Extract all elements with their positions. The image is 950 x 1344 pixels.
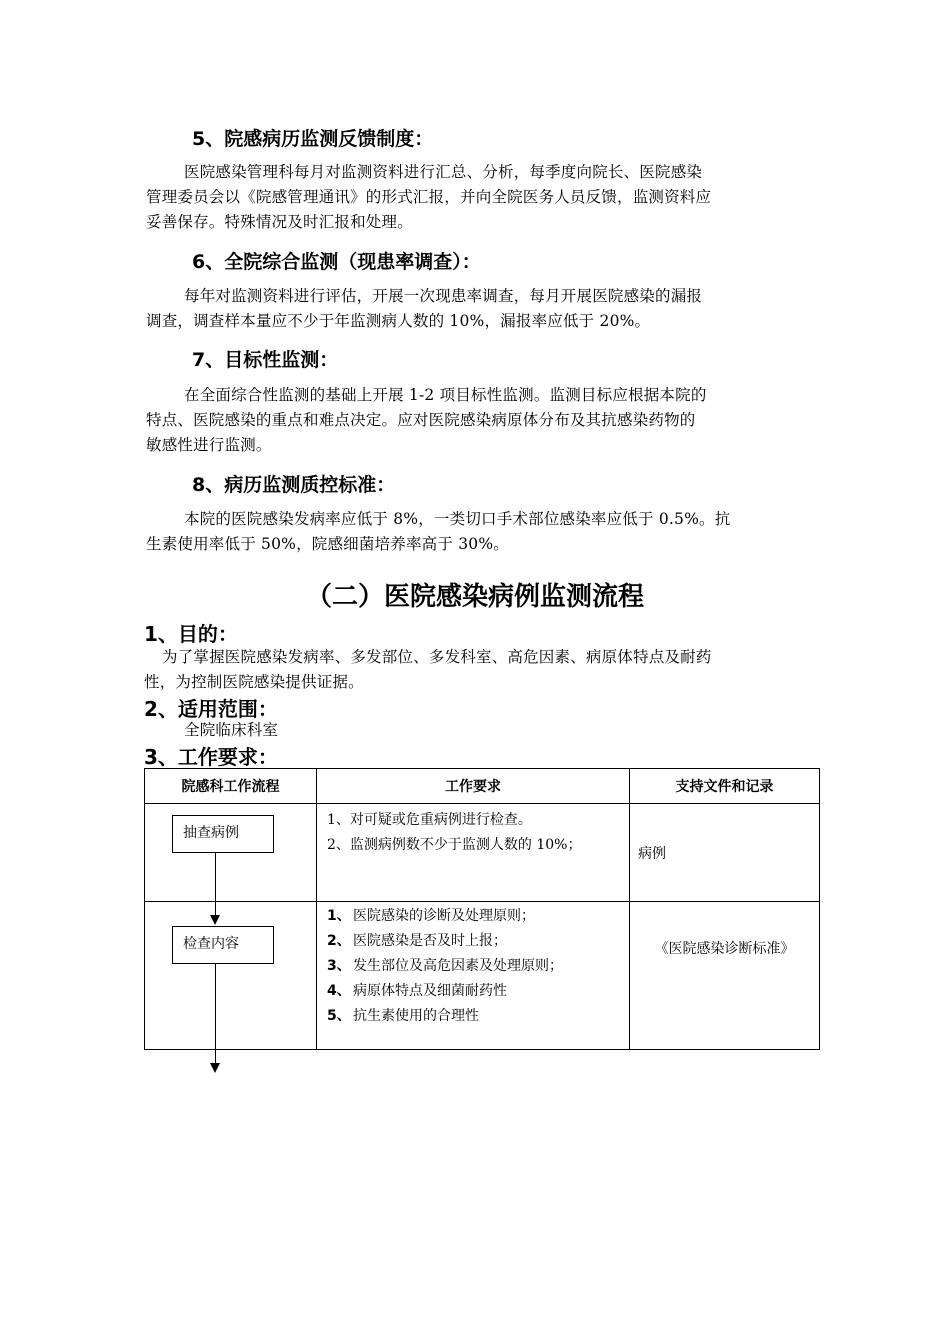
section-5-heading: 5、院感病历监测反馈制度： [192,128,434,150]
section-5-line-1: 医院感染管理科每月对监测资料进行汇总、分析，每季度向院长、医院感染 [184,163,703,181]
section-6-heading: 6、全院综合监测（现患率调查）： [192,251,481,273]
row2-req-1 [327,904,629,929]
work-heading: 3、工作要求： [144,745,278,769]
section-2-title: （二）医院感染病例监测流程 [305,582,644,612]
section-6-line-1: 每年对监测资料进行评估，开展一次现患率调查，每月开展医院感染的漏报 [184,287,703,305]
flow-connector-1 [215,852,216,916]
row2-req-5-text: 抗生素使用的合理性 [353,1008,479,1024]
row2-req-4 [327,979,629,1004]
table-row [145,902,820,1050]
row2-req-3-num: 3、 [327,958,351,974]
row1-reqs [317,804,630,902]
section-6-body [146,284,826,334]
purpose-body [144,645,834,695]
row1-doc: 病例 [630,804,820,902]
row2-req-4-num: 4、 [327,983,351,999]
header-requirements: 工作要求 [317,769,630,804]
purpose-line-1: 为了掌握医院感染发病率、多发部位、多发科室、高危因素、病原体特点及耐药 [162,648,712,666]
purpose-heading: 1、目的： [144,622,238,646]
section-7-line-2: 特点、医院感染的重点和难点决定。应对医院感染病原体分布及其抗感染药物的 [146,411,696,429]
flow-box-check-content: 检查内容 [172,926,274,964]
row2-req-3 [327,954,629,979]
row2-req-4-text: 病原体特点及细菌耐药性 [353,983,507,999]
row1-req-2: 2、监测病例数不少于监测人数的 10%； [327,837,582,853]
table-header-row [145,769,820,804]
flow-box-sample-cases: 抽查病例 [172,815,274,853]
scope-text: 全院临床科室 [184,721,279,739]
header-documents: 支持文件和记录 [630,769,820,804]
workflow-table [144,768,820,1050]
scope-heading: 2、适用范围： [144,697,278,721]
row2-flow-cell [145,902,317,1050]
row2-doc: 《医院感染诊断标准》 [630,902,820,1050]
row2-req-1-text: 医院感染的诊断及处理原则； [353,908,535,924]
row2-req-2 [327,929,629,954]
section-7-heading: 7、目标性监测： [192,349,339,371]
section-8-body [146,507,826,557]
header-workflow: 院感科工作流程 [145,769,317,804]
row2-reqs [317,902,630,1050]
section-8-line-1: 本院的医院感染发病率应低于 8%，一类切口手术部位感染率应低于 0.5%。抗 [184,510,731,528]
flow-arrow-2 [210,1063,220,1073]
section-6-line-2: 调查，调查样本量应不少于年监测病人数的 10%，漏报率应低于 20%。 [146,312,651,330]
section-5-line-2: 管理委员会以《院感管理通讯》的形式汇报，并向全院医务人员反馈，监测资料应 [146,188,712,206]
row1-req-1: 1、对可疑或危重病例进行检查。 [327,812,532,828]
section-7-body [146,383,826,458]
section-8-line-2: 生素使用率低于 50%，院感细菌培养率高于 30%。 [146,535,509,553]
section-7-line-1: 在全面综合性监测的基础上开展 1-2 项目标性监测。监测目标应根据本院的 [184,386,707,404]
section-7-line-3: 敏感性进行监测。 [146,436,272,454]
section-8-heading: 8、病历监测质控标准： [192,474,396,496]
row2-req-5-num: 5、 [327,1008,351,1024]
flow-arrow-1 [210,915,220,925]
flow-connector-2 [215,963,216,1063]
row2-req-3-text: 发生部位及高危因素及处理原则； [353,958,563,974]
row2-req-1-num: 1、 [327,908,351,924]
row2-req-2-text: 医院感染是否及时上报； [353,933,507,949]
section-5-body [146,160,826,235]
purpose-line-2: 性，为控制医院感染提供证据。 [144,673,364,691]
section-5-line-3: 妥善保存。特殊情况及时汇报和处理。 [146,213,413,231]
row2-req-5 [327,1004,629,1029]
row2-req-2-num: 2、 [327,933,351,949]
